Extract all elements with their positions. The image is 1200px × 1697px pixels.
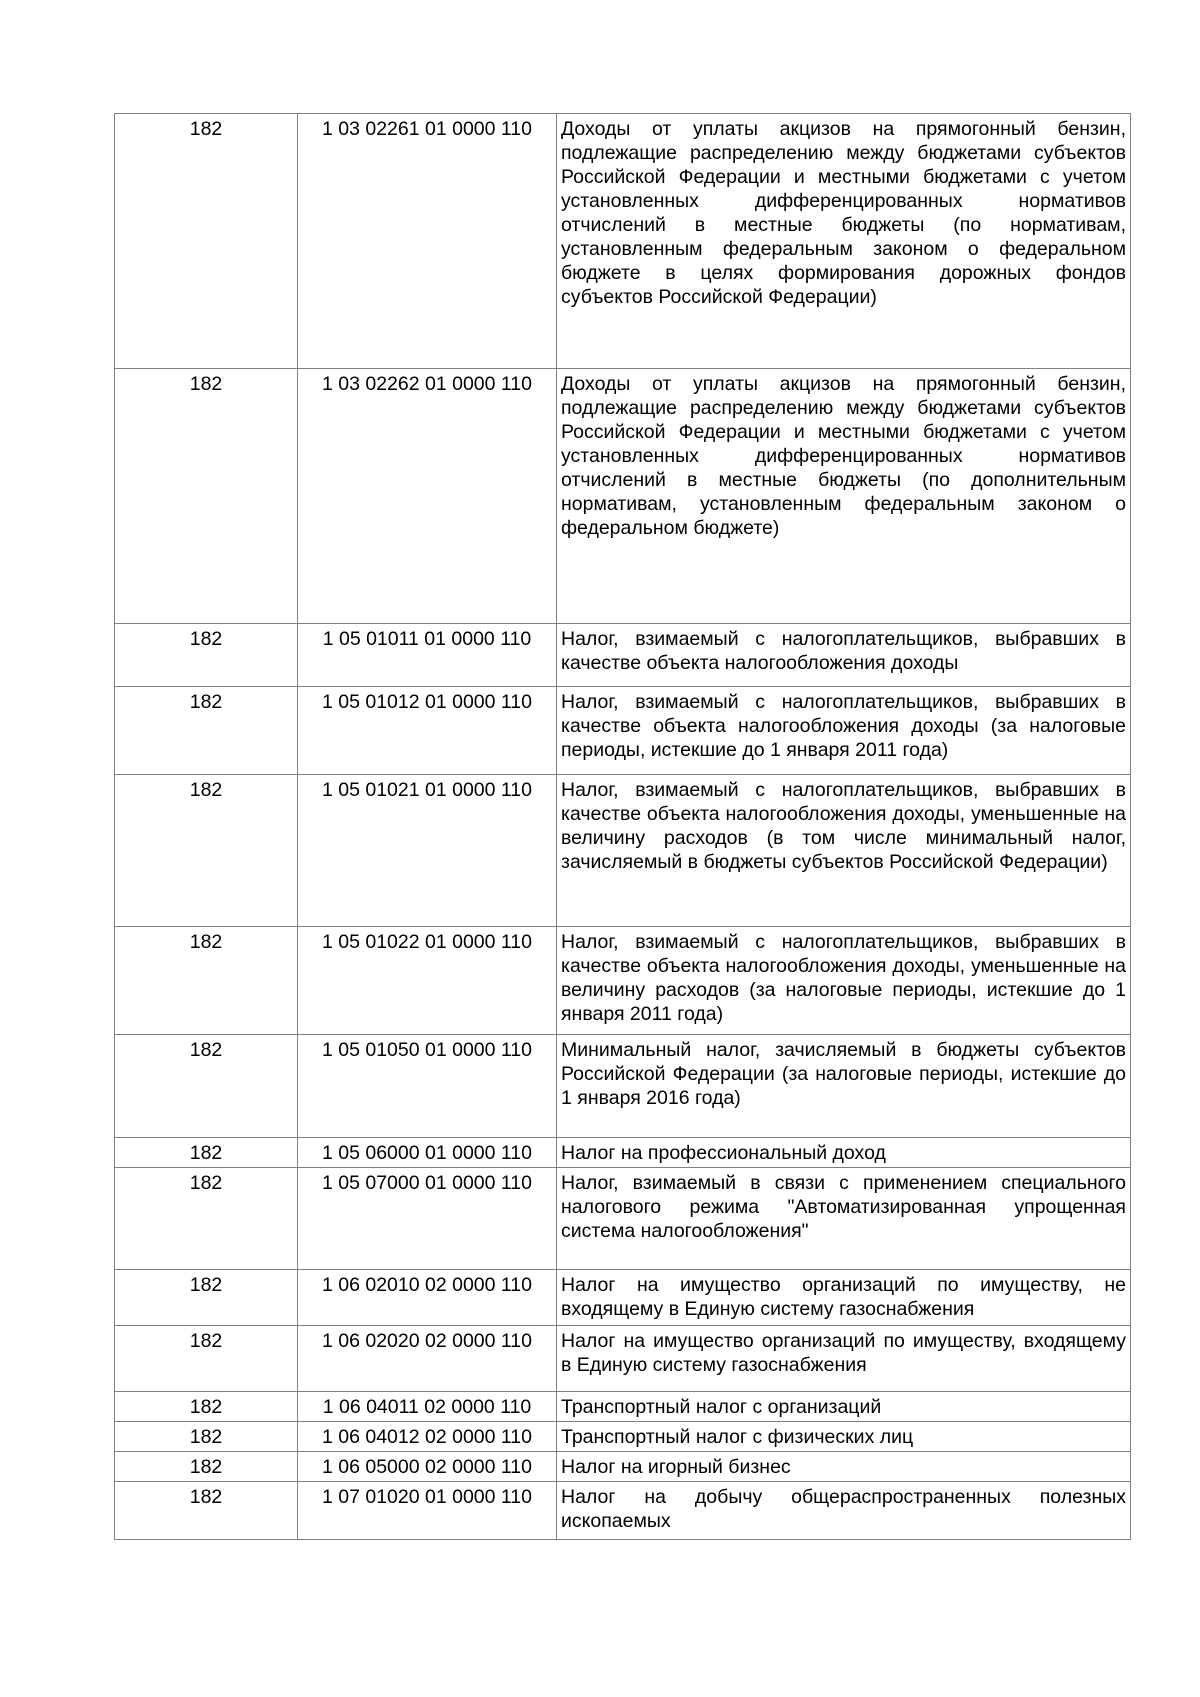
budget-code-cell: 1 03 02262 01 0000 110 [298, 369, 557, 624]
budget-code-cell: 1 05 06000 01 0000 110 [298, 1138, 557, 1168]
table-row [115, 1138, 1131, 1168]
admin-code-cell: 182 [115, 927, 298, 1035]
table-row [115, 687, 1131, 775]
revenue-name-cell: Налог на добычу общераспространенных полезных ископаемых [557, 1482, 1131, 1540]
revenue-name-cell: Налог на имущество организаций по имуществу, не входящему в Единую систему газоснабжения [557, 1270, 1131, 1326]
revenue-name-cell: Налог, взимаемый с налогоплательщиков, выбравших в качестве объекта налогообложения доходы, уменьшенные на величину расходов (за налоговые периоды, истекшие до 1 января 2011 года) [557, 927, 1131, 1035]
budget-code-cell: 1 06 04012 02 0000 110 [298, 1422, 557, 1452]
budget-code-cell: 1 06 05000 02 0000 110 [298, 1452, 557, 1482]
revenue-name-cell: Налог, взимаемый с налогоплательщиков, выбравших в качестве объекта налогообложения доходы, уменьшенные на величину расходов (в том числе минимальный налог, зачисляемый в бюджеты субъектов Российской Федерации) [557, 775, 1131, 927]
table-row [115, 1482, 1131, 1540]
budget-code-cell: 1 05 01022 01 0000 110 [298, 927, 557, 1035]
budget-code-cell: 1 05 01050 01 0000 110 [298, 1035, 557, 1138]
revenue-name-cell: Минимальный налог, зачисляемый в бюджеты субъектов Российской Федерации (за налоговые периоды, истекшие до 1 января 2016 года) [557, 1035, 1131, 1138]
table-row [115, 775, 1131, 927]
admin-code-cell: 182 [115, 1392, 298, 1422]
revenue-name-cell: Транспортный налог с организаций [557, 1392, 1131, 1422]
table-row [115, 1422, 1131, 1452]
table-row [115, 1326, 1131, 1392]
budget-code-cell: 1 05 07000 01 0000 110 [298, 1168, 557, 1270]
revenue-name-cell: Налог на профессиональный доход [557, 1138, 1131, 1168]
table-row [115, 1168, 1131, 1270]
budget-code-cell: 1 05 01021 01 0000 110 [298, 775, 557, 927]
revenue-name-cell: Налог, взимаемый в связи с применением специального налогового режима "Автоматизированная упрощенная система налогообложения" [557, 1168, 1131, 1270]
table-row [115, 1035, 1131, 1138]
budget-code-cell: 1 06 02010 02 0000 110 [298, 1270, 557, 1326]
admin-code-cell: 182 [115, 1326, 298, 1392]
budget-code-cell: 1 07 01020 01 0000 110 [298, 1482, 557, 1540]
table-row [115, 369, 1131, 624]
table-row [115, 114, 1131, 369]
table-row [115, 1452, 1131, 1482]
budget-code-cell: 1 05 01012 01 0000 110 [298, 687, 557, 775]
table-row [115, 927, 1131, 1035]
revenue-codes-table [114, 113, 1131, 1540]
revenue-name-cell: Доходы от уплаты акцизов на прямогонный бензин, подлежащие распределению между бюджетами субъектов Российской Федерации и местными бюджетами с учетом установленных дифференцированных нормативов отчислений в местные бюджеты (по нормативам, установленным федеральным законом о федеральном бюджете в целях формирования дорожных фондов субъектов Российской Федерации) [557, 114, 1131, 369]
admin-code-cell: 182 [115, 1168, 298, 1270]
admin-code-cell: 182 [115, 1270, 298, 1326]
admin-code-cell: 182 [115, 1138, 298, 1168]
revenue-name-cell: Налог на имущество организаций по имуществу, входящему в Единую систему газоснабжения [557, 1326, 1131, 1392]
table-row [115, 1270, 1131, 1326]
admin-code-cell: 182 [115, 1422, 298, 1452]
revenue-name-cell: Доходы от уплаты акцизов на прямогонный бензин, подлежащие распределению между бюджетами субъектов Российской Федерации и местными бюджетами с учетом установленных дифференцированных нормативов отчислений в местные бюджеты (по дополнительным нормативам, установленным федеральным законом о федеральном бюджете) [557, 369, 1131, 624]
admin-code-cell: 182 [115, 1482, 298, 1540]
admin-code-cell: 182 [115, 624, 298, 687]
admin-code-cell: 182 [115, 1035, 298, 1138]
table-row [115, 624, 1131, 687]
revenue-name-cell: Налог, взимаемый с налогоплательщиков, выбравших в качестве объекта налогообложения доходы (за налоговые периоды, истекшие до 1 января 2011 года) [557, 687, 1131, 775]
revenue-name-cell: Транспортный налог с физических лиц [557, 1422, 1131, 1452]
admin-code-cell: 182 [115, 687, 298, 775]
admin-code-cell: 182 [115, 1452, 298, 1482]
table-row [115, 1392, 1131, 1422]
admin-code-cell: 182 [115, 114, 298, 369]
budget-code-cell: 1 06 04011 02 0000 110 [298, 1392, 557, 1422]
budget-code-cell: 1 03 02261 01 0000 110 [298, 114, 557, 369]
revenue-name-cell: Налог на игорный бизнес [557, 1452, 1131, 1482]
admin-code-cell: 182 [115, 775, 298, 927]
admin-code-cell: 182 [115, 369, 298, 624]
revenue-name-cell: Налог, взимаемый с налогоплательщиков, выбравших в качестве объекта налогообложения доходы [557, 624, 1131, 687]
budget-code-cell: 1 06 02020 02 0000 110 [298, 1326, 557, 1392]
budget-code-cell: 1 05 01011 01 0000 110 [298, 624, 557, 687]
